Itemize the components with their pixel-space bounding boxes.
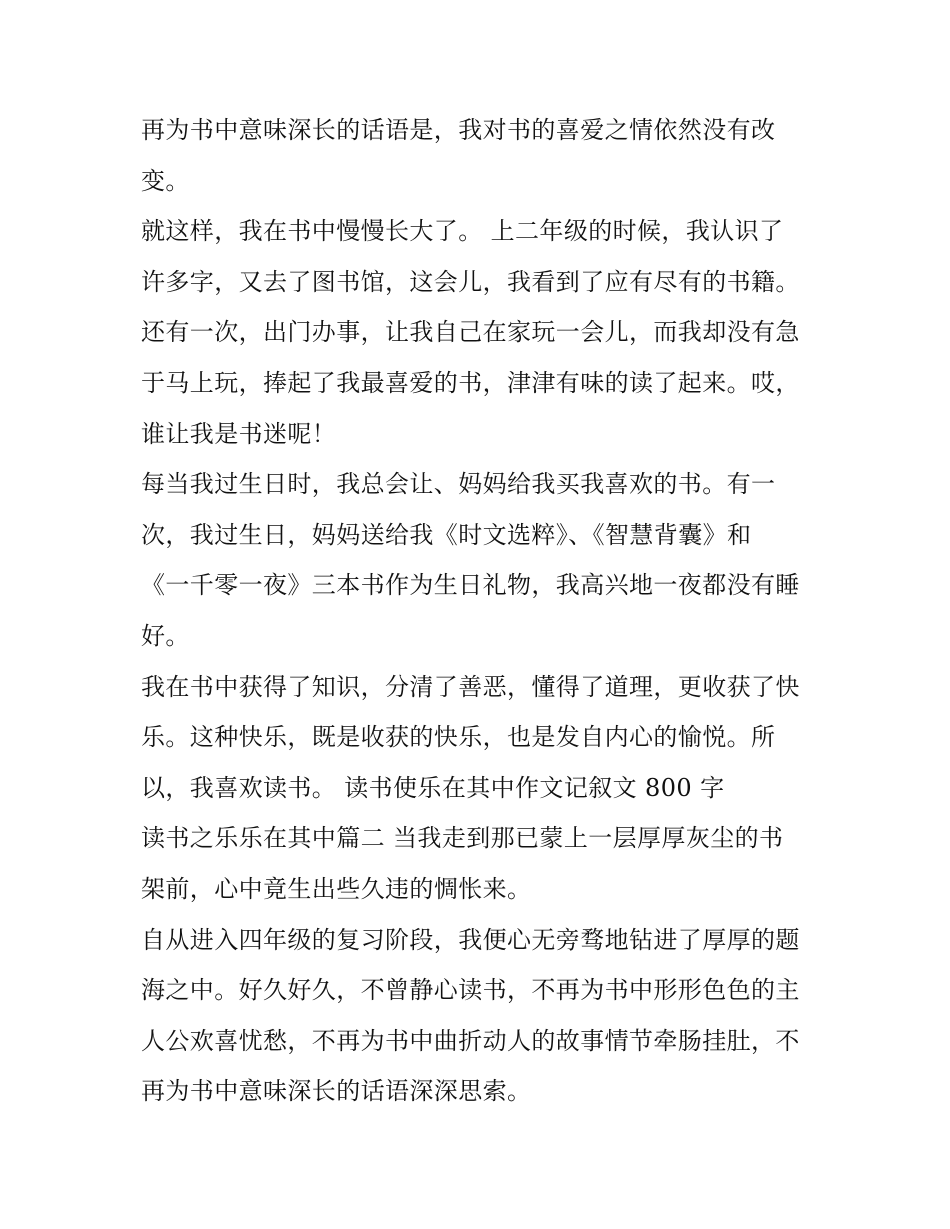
text-line: 就这样，我在书中慢慢长大了。 上二年级的时候，我认识了 [141, 217, 784, 246]
text-line: 谁让我是书迷呢！ [141, 419, 337, 448]
text-line: 次，我过生日，妈妈送给我《时文选粹》、《智慧背囊》和 [141, 520, 752, 549]
text-line: 再为书中意味深长的话语深深思索。 [141, 1077, 532, 1106]
text-line: 读书之乐乐在其中篇二 当我走到那已蒙上一层厚厚灰尘的书 [141, 824, 784, 853]
text-line: 海之中。好久好久，不曾静心读书，不再为书中形形色色的主 [141, 976, 800, 1005]
text-line: 以，我喜欢读书。 读书使乐在其中作文记叙文 800 字 [141, 773, 725, 802]
text-line: 架前，心中竟生出些久违的惆怅来。 [141, 874, 532, 903]
text-line: 好。 [141, 621, 190, 650]
text-line: 我在书中获得了知识，分清了善恶，懂得了道理，更收获了快 [141, 672, 800, 701]
text-line: 《一千零一夜》三本书作为生日礼物，我高兴地一夜都没有睡 [141, 571, 800, 600]
text-line: 人公欢喜忧愁，不再为书中曲折动人的故事情节牵肠挂肚，不 [141, 1026, 800, 1055]
text-line: 乐。这种快乐，既是收获的快乐，也是发自内心的愉悦。所 [141, 723, 776, 752]
text-line: 自从进入四年级的复习阶段，我便心无旁骛地钻进了厚厚的题 [141, 925, 800, 954]
text-line: 于马上玩，捧起了我最喜爱的书，津津有味的读了起来。哎， [141, 368, 800, 397]
text-line: 再为书中意味深长的话语是，我对书的喜爱之情依然没有改 [141, 116, 776, 144]
text-line: 变。 [141, 166, 190, 195]
document-body [141, 105, 831, 1117]
text-line: 许多字，又去了图书馆，这会儿，我看到了应有尽有的书籍。 [141, 267, 800, 296]
text-line: 每当我过生日时，我总会让、妈妈给我买我喜欢的书。有一 [141, 470, 776, 499]
text-line: 还有一次，出门办事，让我自己在家玩一会儿，而我却没有急 [141, 318, 800, 347]
